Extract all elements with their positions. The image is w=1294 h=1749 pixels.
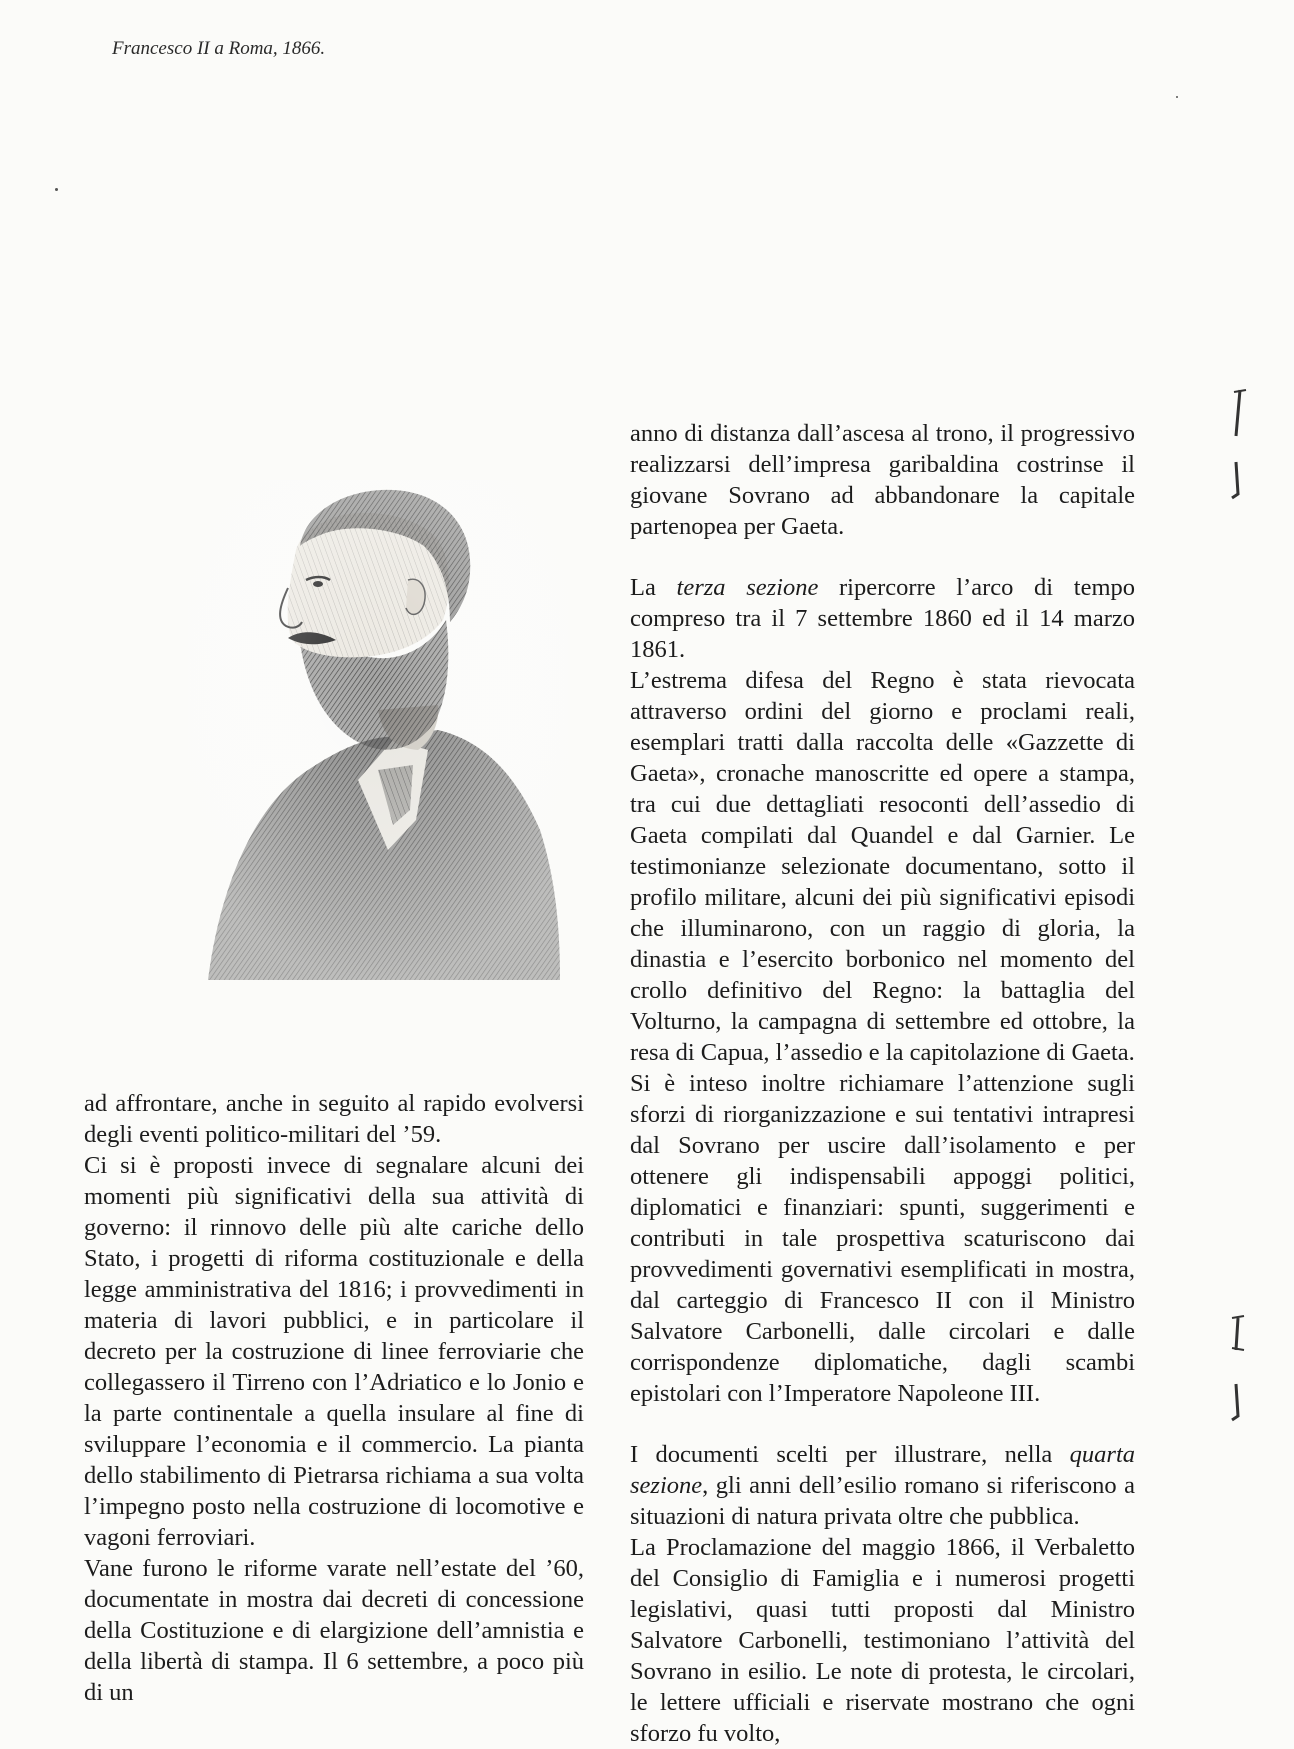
left-column <box>84 1088 584 1708</box>
portrait-engraving <box>188 480 568 980</box>
paragraph: ad affrontare, anche in seguito al rapido evolversi degli eventi politico-militari del ’59. <box>84 1090 584 1148</box>
section3-intro <box>630 572 1135 665</box>
paper-speck <box>1176 96 1178 98</box>
section4-title: quarta sezione <box>630 1441 1135 1499</box>
continuation-paragraph: anno di distanza dall’ascesa al trono, il progressivo realizzarsi dell’impresa garibaldina costrinse il giovane Sovrano ad abbandonare la capitale partenopea per Gaeta. <box>630 420 1135 540</box>
section4-rest: , gli anni dell’esilio romano si riferiscono a situazioni di natura privata oltre che pubblica. <box>630 1472 1135 1530</box>
running-head: Francesco II a Roma, 1866. <box>112 38 326 59</box>
paragraph: La Proclamazione del maggio 1866, il Verbaletto del Consiglio di Famiglia e i numerosi progetti legislativi, quasi tutti proposti dal Ministro Salvatore Carbonelli, testimoniano l’attività del Sovrano in esilio. Le note di protesta, le circolari, le lettere ufficiali e riservate mostrano che ogni sforzo fu volto, <box>630 1534 1135 1747</box>
section3-lead: La <box>630 574 677 601</box>
right-column <box>630 418 1135 1749</box>
paragraph: L’estrema difesa del Regno è stata rievocata attraverso ordini del giorno e proclami reali, esemplari tratti dalla raccolta delle «Gazzette di Gaeta», cronache manoscritte ed opere a stampa, tra cui due dettagliati resoconti dell’assedio di Gaeta compilati dal Quandel e dal Garnier. Le testimonianze selezionate documentano, sotto il profilo militare, alcuni dei più significativi episodi che illuminarono, con un raggio di gloria, la dinastia e l’esercito borbonico nel momento del crollo definitivo del Regno: la battaglia del Volturno, la campagna di settembre ed ottobre, la resa di Capua, l’assedio e la capitolazione di Gaeta. <box>630 667 1135 1066</box>
paragraph: Ci si è proposti invece di segnalare alcuni dei momenti più significativi della sua attività di governo: il rinnovo delle più alte cariche dello Stato, i progetti di riforma costituzionale e della legge amministrativa del 1816; i provvedimenti in materia di lavori pubblici, e in particolare il decreto per la costruzione di linee ferroviarie che collegassero il Tirreno con l’Adriatico e lo Jonio e la parte continentale a quella insulare al fine di sviluppare l’economia e il commercio. La pianta dello stabilimento di Pietrarsa richiama a sua volta l’impegno posto nella costruzione di locomotive e vagoni ferroviari. <box>84 1152 584 1551</box>
section4-lead: I documenti scelti per illustrare, nella <box>630 1441 1070 1468</box>
section3-title: terza sezione <box>676 574 819 601</box>
paragraph: Vane furono le riforme varate nell’estate del ’60, documentate in mostra dai decreti di concessione della Costituzione e di elargizione dell’amnistia e della libertà di stampa. Il 6 settembre, a poco più di un <box>84 1555 584 1706</box>
section4-intro <box>630 1439 1135 1532</box>
binding-marks <box>1174 0 1294 1719</box>
paragraph: Si è inteso inoltre richiamare l’attenzione sugli sforzi di riorganizzazione e sui tentativi intrapresi dal Sovrano per uscire dall’isolamento e per ottenere gli indispensabili appoggi politici, diplomatici e finanziari: spunti, suggerimenti e contributi in tale prospettiva scaturiscono dai provvedimenti governativi esemplificati in mostra, dal carteggio di Francesco II con il Ministro Salvatore Carbonelli, dalle circolari e dalle corrispondenze diplomatiche, dagli scambi epistolari con l’Imperatore Napoleone III. <box>630 1070 1135 1407</box>
section3-rest: ripercorre l’arco di tempo compreso tra il 7 settembre 1860 ed il 14 marzo 1861. <box>630 574 1136 663</box>
paper-speck <box>55 188 58 191</box>
